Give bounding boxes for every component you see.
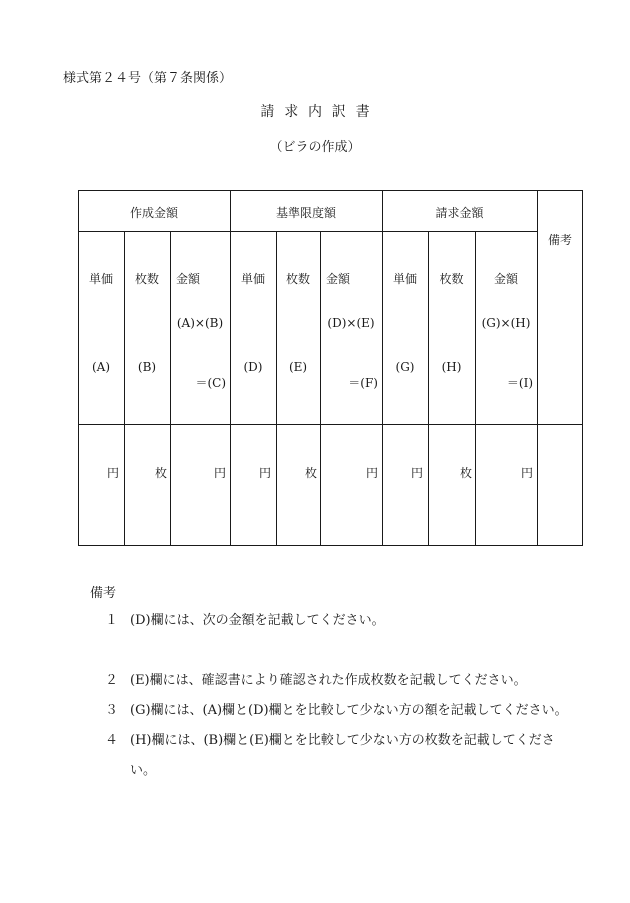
note-item (90, 726, 580, 786)
group-header-claim: 請求金額 (435, 206, 484, 220)
form-number: 様式第２４号（第７条関係） (63, 71, 233, 86)
col-label: 単価 (240, 272, 265, 286)
breakdown-table (78, 190, 583, 546)
table-border-top (78, 190, 583, 191)
table-rule-header (78, 424, 583, 425)
table-rule-group (78, 231, 537, 232)
col-label: 枚数 (134, 272, 159, 286)
col-sub: (E) (288, 360, 308, 374)
remarks-header: 備考 (547, 233, 572, 247)
col-formula: (A)×(B) (176, 316, 224, 330)
note-number: ４ (105, 733, 119, 748)
col-label: 金額 (176, 272, 201, 286)
col-sub: (A) (91, 360, 111, 374)
col-label: 金額 (326, 272, 351, 286)
group-header-limit: 基準限度額 (275, 206, 336, 220)
col-formula: (G)×(H) (481, 316, 531, 330)
unit-cell: 円 (365, 466, 378, 480)
document-subtitle: （ビラの作成） (269, 140, 361, 155)
col-sub: ＝(F) (348, 376, 378, 390)
note-item (90, 696, 580, 726)
document-title: 請求内訳書 (260, 104, 380, 120)
note-text: (H)欄には、(B)欄と(E)欄とを比較して少ない方の枚数を記載してください。 (130, 733, 555, 778)
unit-cell: 円 (213, 466, 226, 480)
note-number: ２ (105, 673, 119, 688)
table-border-bottom (78, 545, 583, 546)
note-number: １ (105, 613, 119, 628)
col-sub: (G) (395, 360, 415, 374)
unit-cell: 枚 (154, 466, 167, 480)
note-text: (G)欄には、(A)欄と(D)欄とを比較して少ない方の額を記載してください。 (130, 703, 568, 718)
col-label: 金額 (493, 272, 518, 286)
col-label: 枚数 (285, 272, 310, 286)
col-label: 単価 (88, 272, 113, 286)
unit-cell: 円 (410, 466, 423, 480)
group-header-production: 作成金額 (129, 206, 178, 220)
note-text: (D)欄には、次の金額を記載してください。 (130, 613, 385, 628)
col-formula: (D)×(E) (327, 316, 375, 330)
notes-title: 備考 (90, 586, 117, 601)
note-number: ３ (105, 703, 119, 718)
col-label: 枚数 (439, 272, 464, 286)
col-sub: (H) (441, 360, 462, 374)
unit-cell: 円 (106, 466, 119, 480)
col-sub: ＝(C) (195, 376, 226, 390)
col-sub: (D) (243, 360, 263, 374)
unit-cell: 枚 (304, 466, 317, 480)
col-sub: (B) (137, 360, 157, 374)
col-sub: ＝(I) (506, 376, 533, 390)
note-text: (E)欄には、確認書により確認された作成枚数を記載してください。 (130, 673, 527, 688)
unit-cell: 枚 (459, 466, 472, 480)
unit-cell: 円 (520, 466, 533, 480)
note-item (90, 606, 580, 636)
col-label: 単価 (392, 272, 417, 286)
unit-cell: 円 (258, 466, 271, 480)
note-item (90, 666, 580, 696)
